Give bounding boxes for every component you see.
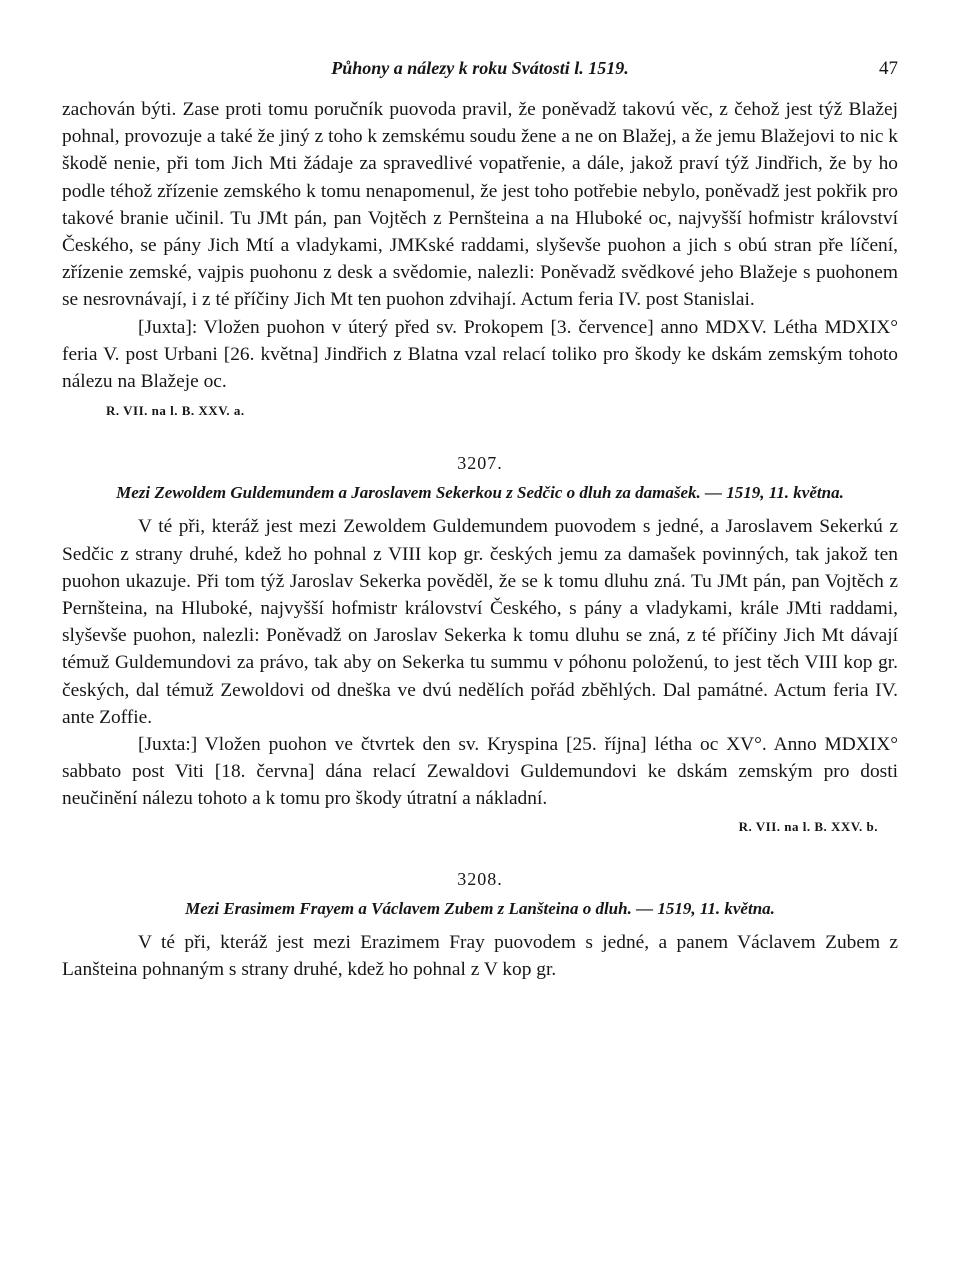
running-title: Půhony a nálezy k roku Svátosti l. 1519. bbox=[331, 58, 629, 78]
entry-paragraph-1: V té při, kteráž jest mezi Zewoldem Guldemundem puovodem s jedné, a Jaroslavem Sekerkú z Sedčic z strany druhé, kdež ho pohnal z VIII kop gr. českých jemu za damašek povinných, tak jakož ten puohon ukazuje. Při tom týž Jaroslav Sekerka pověděl, že se k tomu dluhu zná. Tu JMt pán, pan Vojtěch z Pernšteina, na Hluboké, najvyšší hofmistr království Českého, s pány a vladykami, krále JMti raddami, slyševše puohon, nalezli: Poněvadž on Jaroslav Sekerka k tomu dluhu se zná, z té příčiny Jich Mt dávají témuž Guldemundovi za právo, tak aby on Sekerka tu summu v póhonu položenú, to jest těch VIII kop gr. českých, dal témuž Zewoldovi od dneška ve dvú nedělích pořád zběhlých. Dal památné. Actum feria IV. ante Zoffie. bbox=[62, 516, 898, 728]
entry-regest: Mezi Zewoldem Guldemundem a Jaroslavem Sekerkou z Sedčic o dluh za damašek. — 1519, 11. května. bbox=[116, 483, 844, 503]
archive-reference: R. VII. na l. B. XXV. a. bbox=[106, 403, 245, 419]
main-text bbox=[62, 96, 898, 983]
intro-paragraph-2: [Juxta]: Vložen puohon v úterý před sv. Prokopem [3. července] anno MDXV. Létha MDXIX° feria V. post Urbani [26. května] Jindřich z Blatna vzal relací toliko pro škody ke dskám zemským tohoto nálezu na Blažeje oc. bbox=[62, 316, 898, 393]
page-header bbox=[62, 58, 898, 84]
page-number: 47 bbox=[879, 58, 898, 79]
archive-reference: R. VII. na l. B. XXV. b. bbox=[738, 818, 878, 834]
entry-regest: Mezi Erasimem Frayem a Václavem Zubem z Lanšteina o dluh. — 1519, 11. května. bbox=[185, 898, 775, 918]
intro-paragraph-1: zachován býti. Zase proti tomu poručník puovoda pravil, že poněvadž takovú věc, z čehož jest týž Blažej pohnal, provozuje a také že jiný z toho k zemskému soudu žene a ne on Blažej, a že jemu Blažejovi to nic k škodě nenie, při tom Jich Mti žádaje za spravedlivé vopatřenie, a dále, jakož praví týž Jindřich, že by ho podle téhož zřízenie zemského k tomu nenapomenul, že jest toho potřebie nebylo, poněvadž jest pokřik pro takové branie učinil. Tu JMt pán, pan Vojtěch z Pernšteina a na Hluboké oc, najvyšší hofmistr království Českého, se pány Jich Mtí a vladykami, JMKské raddami, slyševše puohon a jich s obú stran pře líčení, zřízenie zemské, vajpis puohonu z desk a svědomie, nalezli: Poněvadž svědkové jeho Blažeje s puohonem se nesrovnávají, i z té příčiny Jich Mt ten puohon zdvihají. Actum feria IV. post Stanislai. bbox=[62, 99, 898, 311]
entry-paragraph-2: [Juxta:] Vložen puohon ve čtvrtek den sv. Kryspina [25. října] létha oc XV°. Anno MDXIX° sabbato post Viti [18. června] dána relací Zewaldovi Guldemundovi ke dskám zemským pro dosti neučinění nálezu tohoto a k tomu pro škody útratní a nákladní. bbox=[62, 734, 898, 810]
entry-number: 3207. bbox=[457, 453, 503, 474]
entry-number: 3208. bbox=[457, 868, 503, 889]
entry-paragraph-1: V té při, kteráž jest mezi Erazimem Fray puovodem s jedné, a panem Václavem Zubem z Lanšteina pohnaným s strany druhé, kdež ho pohnal z V kop gr. bbox=[62, 931, 898, 981]
